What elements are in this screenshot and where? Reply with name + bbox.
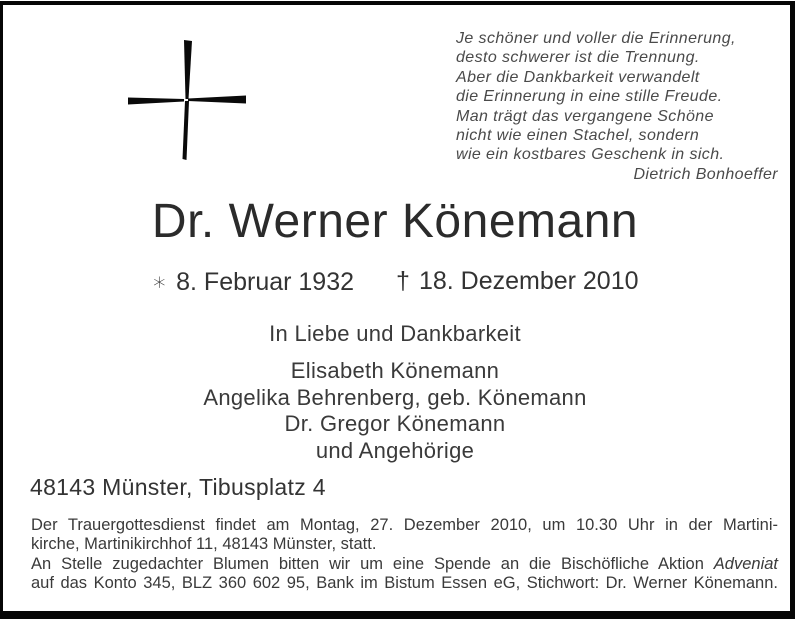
quote-line: nicht wie einen Stachel, sondern xyxy=(456,127,700,145)
birth-date-text: 8. Februar 1932 xyxy=(176,268,355,296)
mourner-name: Angelika Behrenberg, geb. Könemann xyxy=(203,384,587,410)
donation-text: An Stelle zugedachter Blumen bitten wir um eine Spende an die Bischöfliche Aktion xyxy=(31,554,714,573)
death-date xyxy=(396,267,639,297)
birth-star-icon: ∗ xyxy=(151,268,168,296)
quote-line: wie ein kostbares Geschenk in sich. xyxy=(456,146,725,164)
cross-icon xyxy=(120,35,250,163)
mourner-name: Elisabeth Könemann xyxy=(290,358,500,383)
deceased-name: Dr. Werner Könemann xyxy=(151,195,639,248)
notice-details xyxy=(31,516,778,593)
donation-info-line: auf das Konto 345, BLZ 360 602 95, Bank im Bistum Essen eG, Stichwort: Dr. Werner Könemann. xyxy=(31,573,778,592)
family-address: 48143 Münster, Tibusplatz 4 xyxy=(30,474,326,500)
condolence-line: In Liebe und Dankbarkeit xyxy=(269,321,521,346)
service-info-line: Der Trauergottesdienst findet am Montag, 27. Dezember 2010, um 10.30 Uhr in der Martini- xyxy=(31,516,778,534)
life-dates xyxy=(0,267,790,297)
quote-line: desto schwerer ist die Trennung. xyxy=(456,49,700,67)
death-dagger-icon: † xyxy=(396,267,410,295)
quote-line: Man trägt das vergangene Schöne xyxy=(456,107,714,125)
mourner-name: Dr. Gregor Könemann xyxy=(284,411,506,436)
mourner-name: und Angehörige xyxy=(315,437,475,463)
service-info-line: kirche, Martinikirchhof 11, 48143 Münster, statt. xyxy=(31,535,377,554)
mourners-list xyxy=(0,358,790,464)
quote-line: die Erinnerung in eine stille Freude. xyxy=(456,88,723,106)
quote-line: Je schöner und voller die Erinnerung, xyxy=(456,30,736,47)
quote-attribution: Dietrich Bonhoeffer xyxy=(633,165,778,183)
donation-campaign-name: Adveniat xyxy=(713,554,778,573)
donation-info-line xyxy=(31,555,778,574)
death-date-text: 18. Dezember 2010 xyxy=(418,267,639,295)
memorial-quote xyxy=(456,29,778,184)
quote-line: Aber die Dankbarkeit verwandelt xyxy=(456,68,700,86)
birth-date xyxy=(151,267,354,297)
